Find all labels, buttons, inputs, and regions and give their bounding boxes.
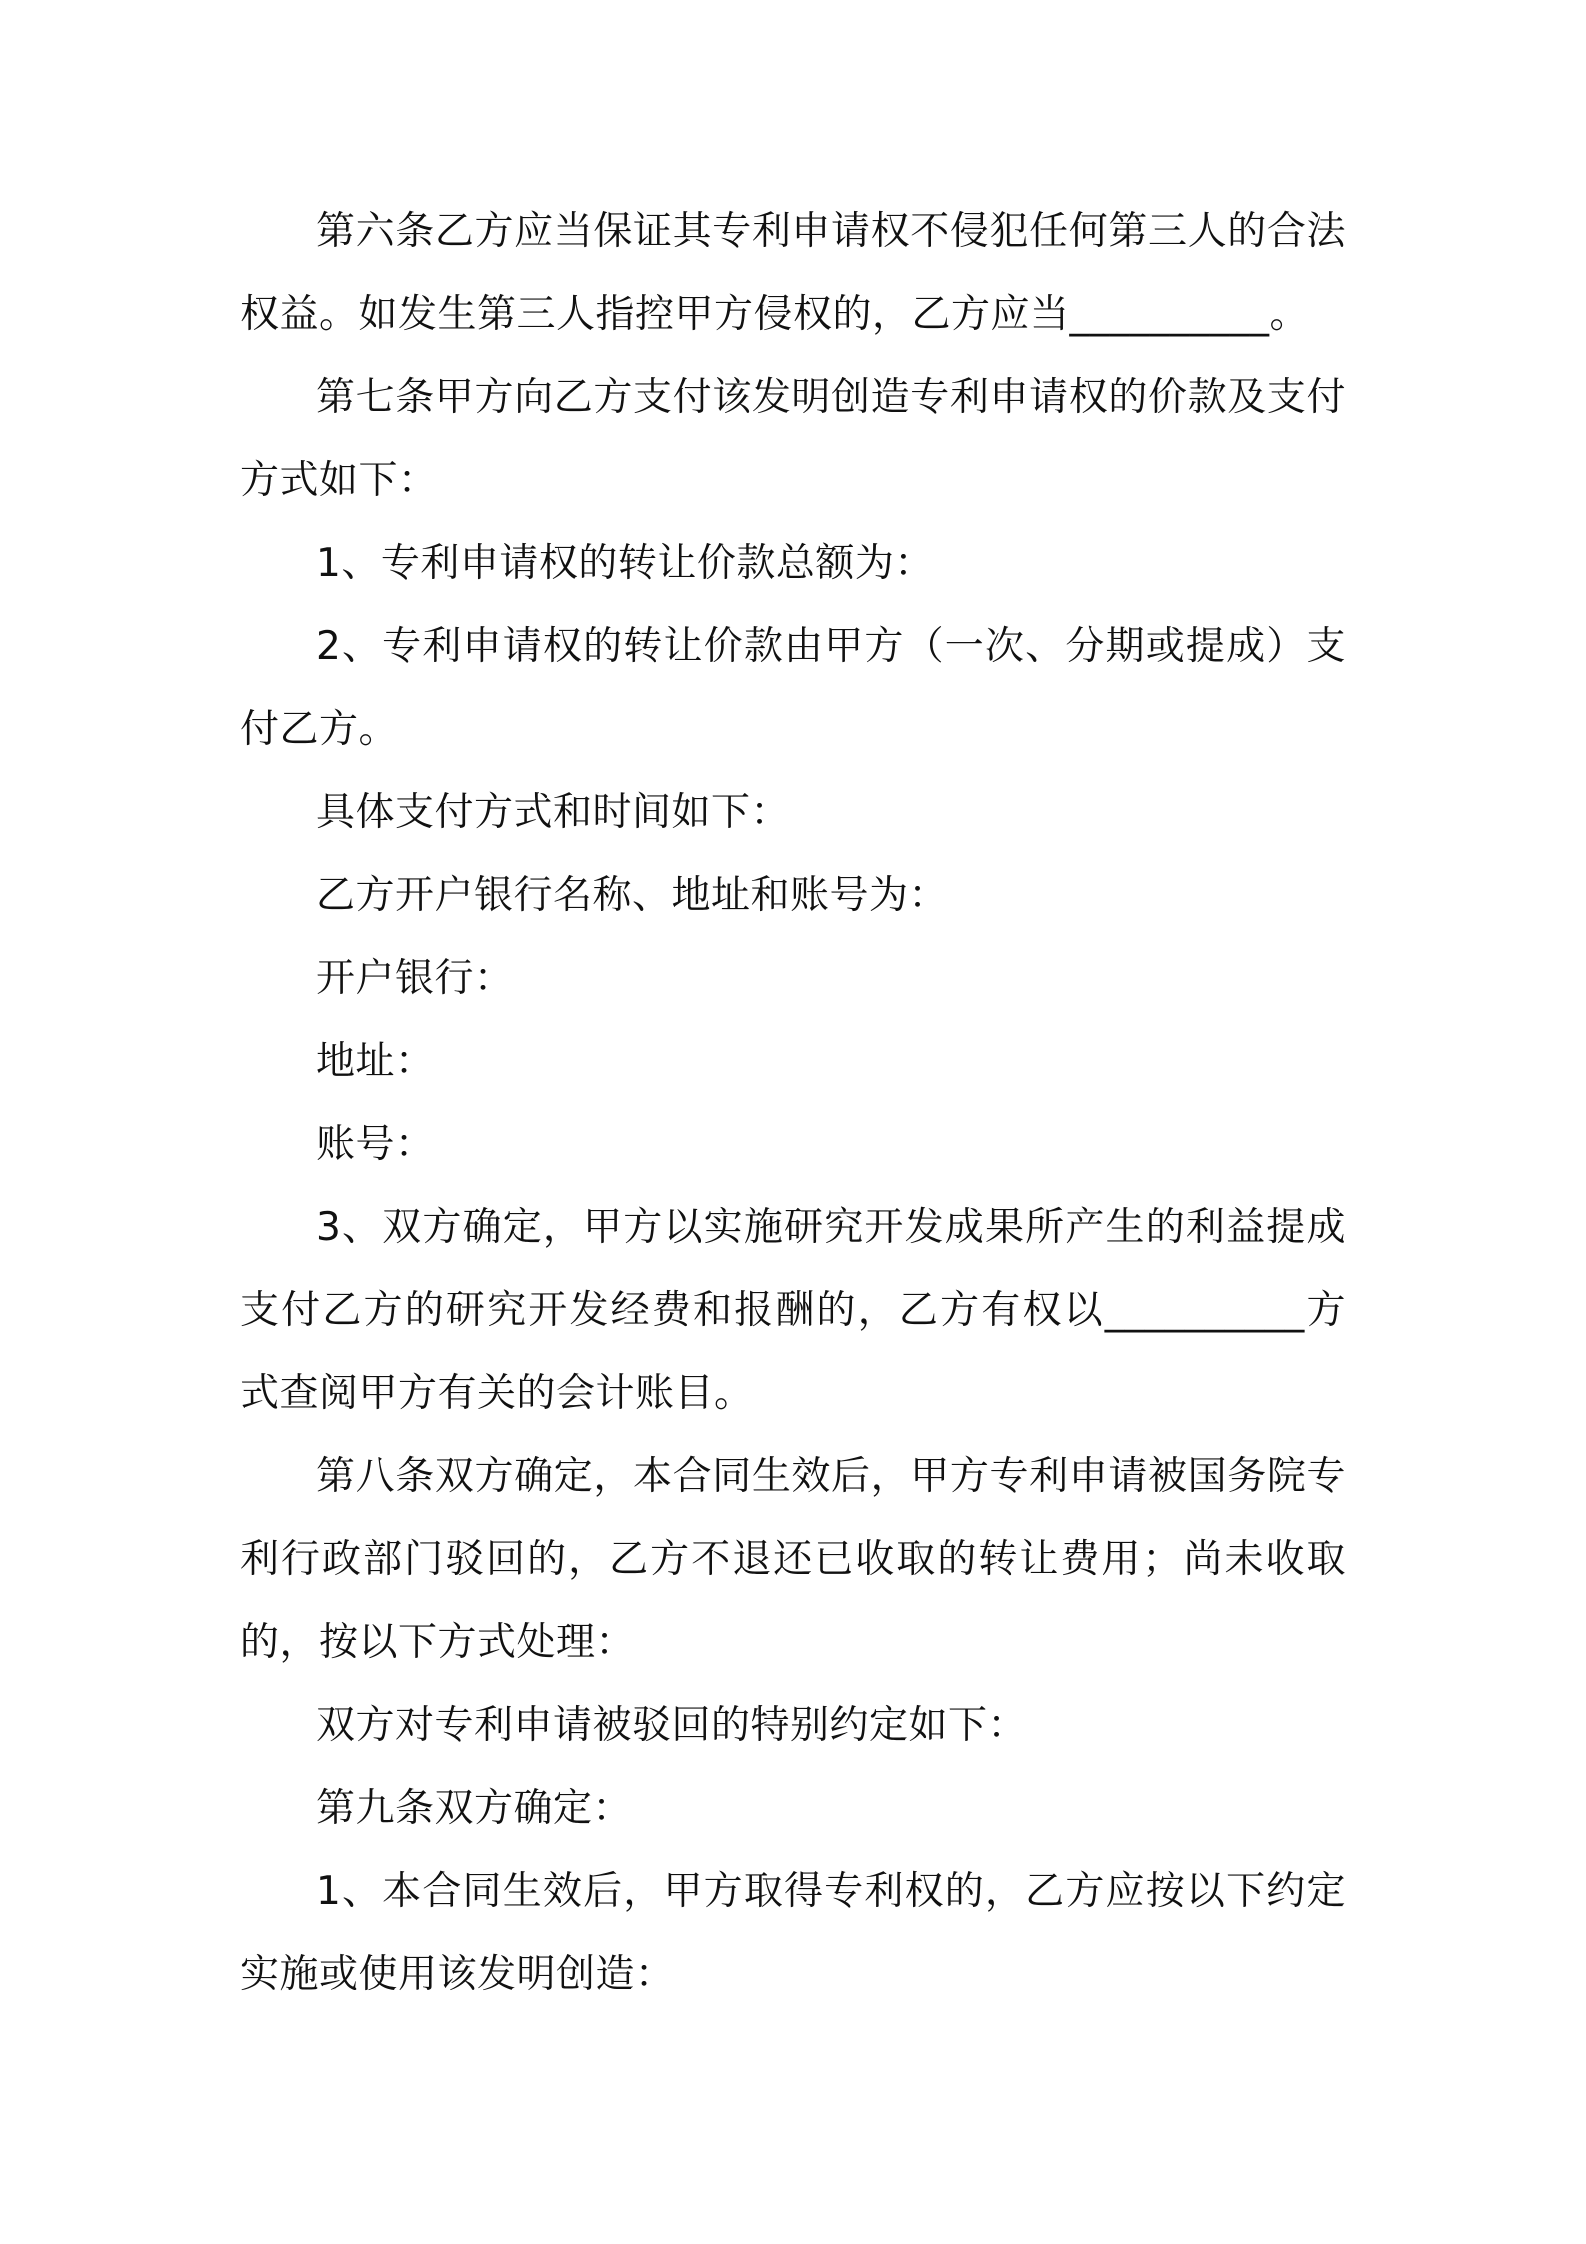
bank-address-field: 地址： [316, 1039, 435, 1084]
article-9-item-1: 1、本合同生效后，甲方取得专利权的，乙方应按以下约定实施或使用该发明创造： [240, 1869, 1346, 1997]
article-9-paragraph: 第九条双方确定： [316, 1786, 633, 1831]
article-6-paragraph: 第六条乙方应当保证其专利申请权不侵犯任何第三人的合法权益。如发生第三人指控甲方侵权的，乙方应当__________。 [240, 209, 1346, 337]
article-7-paragraph: 第七条甲方向乙方支付该发明创造专利申请权的价款及支付方式如下： [240, 375, 1346, 503]
article-7-item-1: 1、专利申请权的转让价款总额为： [316, 541, 934, 586]
article-7-item-3: 3、双方确定，甲方以实施研究开发成果所产生的利益提成支付乙方的研究开发经费和报酬的，乙方有权以__________方式查阅甲方有关的会计账目。 [240, 1205, 1346, 1416]
article-8-paragraph: 第八条双方确定，本合同生效后，甲方专利申请被国务院专利行政部门驳回的，乙方不退还已收取的转让费用；尚未收取的，按以下方式处理： [240, 1454, 1346, 1665]
bank-account-field: 账号： [316, 1122, 435, 1167]
article-7-item-2: 2、专利申请权的转让价款由甲方（一次、分期或提成）支付乙方。 [240, 624, 1346, 752]
bank-info-heading: 乙方开户银行名称、地址和账号为： [316, 873, 949, 918]
payment-details-heading: 具体支付方式和时间如下： [316, 790, 791, 835]
rejection-special-terms: 双方对专利申请被驳回的特别约定如下： [316, 1703, 1028, 1748]
document-body [240, 190, 1346, 2016]
bank-name-field: 开户银行： [316, 956, 514, 1001]
